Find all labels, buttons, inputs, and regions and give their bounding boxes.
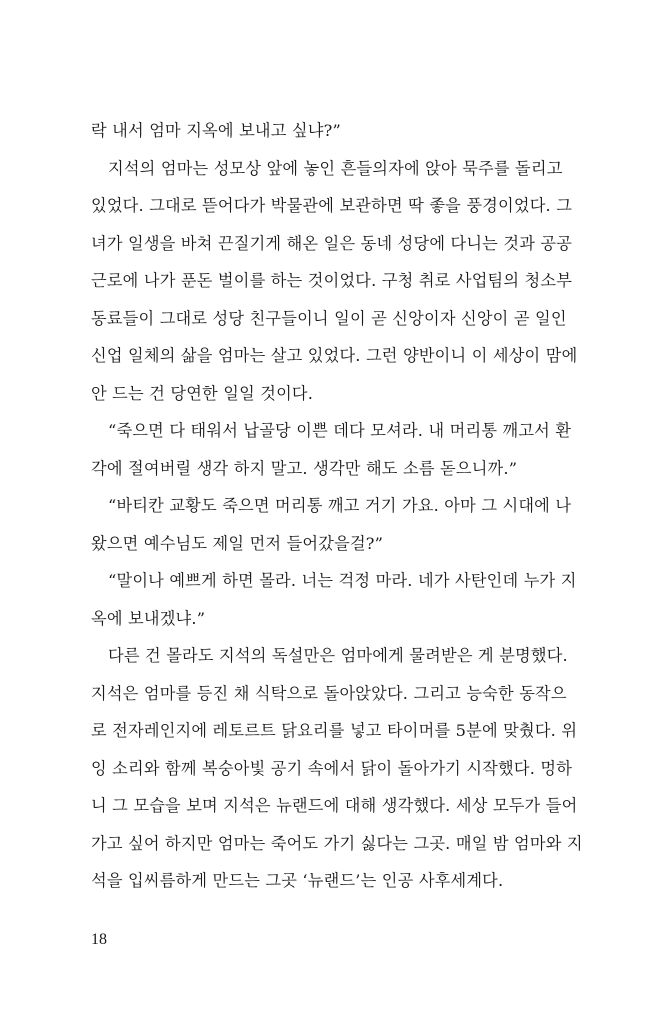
text-line: 동료들이 그대로 성당 친구들이니 일이 곧 신앙이자 신앙이 곧 일인: [91, 308, 567, 328]
text-line: 왔으면 예수님도 제일 먼저 들어갔을걸?”: [91, 533, 384, 553]
text-line: 잉 소리와 함께 복숭아빛 공기 속에서 닭이 돌아가기 시작했다. 멍하: [91, 758, 573, 778]
text-line: 신업 일체의 삶을 엄마는 살고 있었다. 그런 양반이니 이 세상이 맘에: [91, 346, 578, 365]
text-line: 안 드는 건 당연한 일일 것이다.: [91, 383, 314, 403]
text-line: 있었다. 그대로 뜯어다가 박물관에 보관하면 딱 좋을 풍경이었다. 그: [91, 196, 573, 215]
text-line: 녀가 일생을 바쳐 끈질기게 해온 일은 동네 성당에 다니는 것과 공공: [91, 233, 573, 253]
text-line: 다른 건 몰라도 지석의 독설만은 엄마에게 물려받은 게 분명했다.: [108, 646, 568, 665]
text-line: 지석의 엄마는 성모상 앞에 놓인 흔들의자에 앉아 묵주를 돌리고: [108, 158, 563, 178]
text-line: “바티칸 교황도 죽으면 머리통 깨고 거기 가요. 아마 그 시대에 나: [108, 496, 572, 515]
text-line: 근로에 나가 푼돈 벌이를 하는 것이었다. 구청 취로 사업팀의 청소부: [91, 271, 573, 290]
text-line: 락 내서 엄마 지옥에 보내고 싶냐?”: [91, 121, 341, 140]
text-line: “말이나 예쁘게 하면 몰라. 너는 걱정 마라. 네가 사탄인데 누가 지: [108, 571, 577, 590]
text-line: “죽으면 다 태워서 납골당 이쁜 데다 모셔라. 내 머리통 깨고서 환: [108, 421, 572, 440]
text-line: 로 전자레인지에 레토르트 닭요리를 넣고 타이머를 5분에 맞췄다. 위: [91, 721, 578, 740]
text-line: 석을 입씨름하게 만드는 그곳 ‘뉴랜드’는 인공 사후세계다.: [91, 871, 504, 890]
text-line: 옥에 보내겠냐.”: [91, 608, 206, 628]
text-line: 가고 싶어 하지만 엄마는 죽어도 가기 싫다는 그곳. 매일 밤 엄마와 지: [91, 833, 583, 853]
text-line: 니 그 모습을 보며 지석은 뉴랜드에 대해 생각했다. 세상 모두가 들어: [91, 796, 578, 815]
page-number: 18: [91, 931, 107, 948]
text-line: 각에 절여버릴 생각 하지 말고. 생각만 해도 소름 돋으니까.”: [91, 458, 518, 478]
text-line: 지석은 엄마를 등진 채 식탁으로 돌아앉았다. 그리고 능숙한 동작으: [91, 683, 567, 703]
body-text: [91, 116, 583, 904]
